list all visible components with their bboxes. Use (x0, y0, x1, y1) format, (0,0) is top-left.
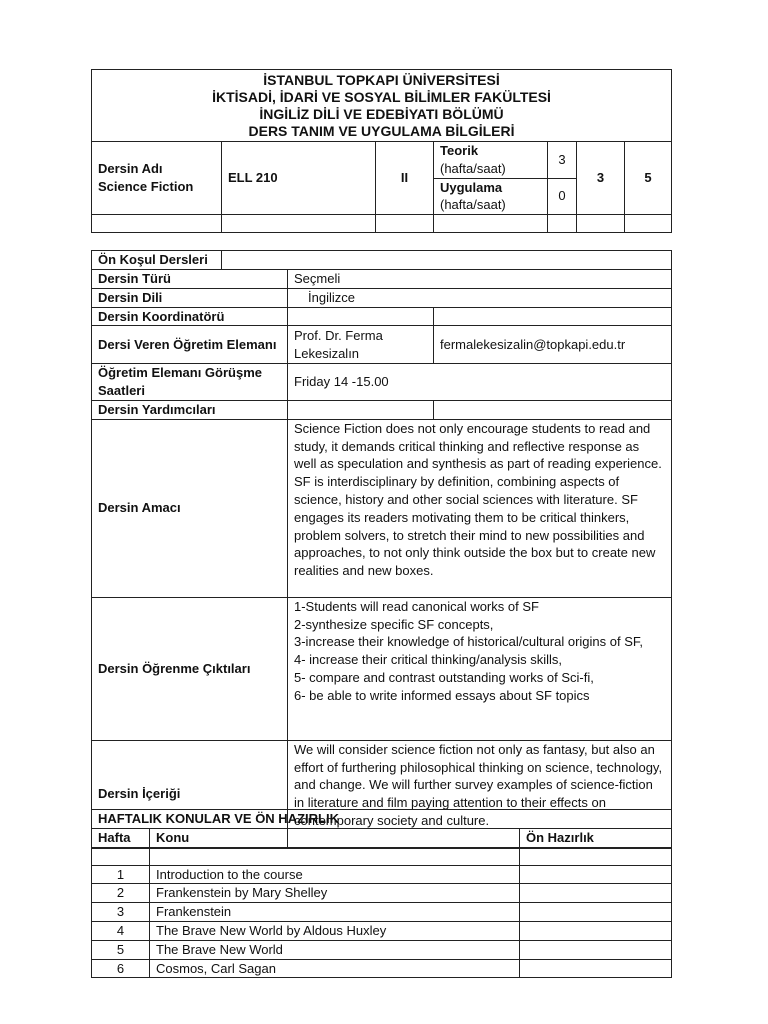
week-prep (520, 903, 672, 922)
practice-unit: (hafta/saat) (440, 197, 506, 213)
table-row (92, 940, 672, 959)
course-ects: 5 (625, 142, 672, 215)
course-language-label: Dersin Dili (92, 288, 288, 307)
department-name: İNGİLİZ DİLİ VE EDEBİYATI BÖLÜMÜ (259, 105, 504, 122)
course-content-text: We will consider science fiction not only as fantasy, but also an effort of furthering philosophical thinking on science, technology, and change. We will further survey examples of science-fiction in literature and film paying attention to their effects on contemporary society and culture. (288, 740, 672, 848)
week-topic: Frankenstein by Mary Shelley (150, 884, 520, 903)
document-title: DERS TANIM VE UYGULAMA BİLGİLERİ (248, 122, 515, 139)
table-row (92, 921, 672, 940)
week-topic: The Brave New World by Aldous Huxley (150, 921, 520, 940)
coordinator-extra (434, 307, 672, 326)
spacer-row (92, 233, 672, 251)
col-prep-header: Ön Hazırlık (520, 828, 672, 847)
assistants-value (288, 400, 434, 419)
office-hours-value: Friday 14 -15.00 (288, 364, 672, 401)
coordinator-value (288, 307, 434, 326)
col-week-header: Hafta (92, 828, 150, 847)
outcome-item: 2-synthesize specific SF concepts, (294, 616, 494, 632)
week-number: 3 (92, 903, 150, 922)
week-number: 6 (92, 959, 150, 978)
empty-cell (577, 215, 625, 233)
course-type-label: Dersin Türü (92, 269, 288, 288)
table-row (92, 959, 672, 978)
theory-unit: (hafta/saat) (440, 160, 506, 176)
weekly-title: HAFTALIK KONULAR VE ÖN HAZIRLIK (92, 810, 672, 829)
empty-cell (376, 215, 434, 233)
week-prep (520, 959, 672, 978)
empty-cell (434, 215, 548, 233)
course-content-label: Dersin İçeriği (92, 740, 288, 848)
practice-cell (434, 178, 548, 215)
empty-cell (222, 215, 376, 233)
week-topic: Cosmos, Carl Sagan (150, 959, 520, 978)
instructor-label: Dersi Veren Öğretim Elemanı (92, 326, 288, 364)
week-number: 4 (92, 921, 150, 940)
outcome-item: 4- increase their critical thinking/analysis skills, (294, 652, 563, 668)
week-topic: Frankenstein (150, 903, 520, 922)
course-credit: 3 (577, 142, 625, 215)
empty-cell (625, 215, 672, 233)
theory-label: Teorik (440, 143, 479, 158)
course-name: Science Fiction (98, 179, 194, 195)
course-aim-text: Science Fiction does not only encourage students to read and study, it demands critical thinking and reflective response as well as speculation and synthesis as part of reading experience. SF is interdisciplinary by definition, combining aspects of science, history and other social sciences with literature. SF engages its readers motivating them to be critical thinkers, problem solvers, to stretch their mind to new possibilities and approaches, to not only think outside the box but to create new realities and new boxes. (288, 419, 672, 597)
outcome-item: 3-increase their knowledge of historical/cultural origins of SF, (294, 634, 644, 650)
course-name-label: Dersin Adı (98, 161, 163, 177)
table-row (92, 865, 672, 884)
university-name: İSTANBUL TOPKAPI ÜNİVERSİTESİ (263, 71, 500, 88)
faculty-name: İKTİSADİ, İDARİ VE SOSYAL BİLİMLER FAKÜLTESİ (212, 88, 551, 105)
outcome-item: 1-Students will read canonical works of SF (294, 598, 539, 614)
col-topic-header: Konu (150, 828, 520, 847)
week-number: 5 (92, 940, 150, 959)
assistants-label: Dersin Yardımcıları (92, 400, 288, 419)
practice-hours: 0 (548, 178, 577, 215)
empty-cell (92, 847, 150, 865)
week-prep (520, 865, 672, 884)
course-language-value: İngilizce (288, 288, 672, 307)
learning-outcomes-label: Dersin Öğrenme Çıktıları (92, 597, 288, 740)
instructor-email: fermalekesizalin@topkapi.edu.tr (434, 326, 672, 364)
prereq-value (222, 251, 672, 270)
instructor-name: Prof. Dr. Ferma Lekesizalın (288, 326, 434, 364)
week-prep (520, 884, 672, 903)
week-topic: Introduction to the course (150, 865, 520, 884)
learning-outcomes-list (288, 597, 672, 740)
course-type-value: Seçmeli (288, 269, 672, 288)
week-prep (520, 921, 672, 940)
week-number: 2 (92, 884, 150, 903)
empty-cell (92, 215, 222, 233)
empty-cell (520, 847, 672, 865)
practice-label: Uygulama (440, 179, 503, 195)
course-code: ELL 210 (222, 142, 376, 215)
theory-hours: 3 (548, 142, 577, 179)
coordinator-label: Dersin Koordinatörü (92, 307, 288, 326)
table-row (92, 884, 672, 903)
course-aim-label: Dersin Amacı (92, 419, 288, 597)
week-topic: The Brave New World (150, 940, 520, 959)
empty-cell (548, 215, 577, 233)
course-info-table (91, 69, 672, 849)
office-hours-label: Öğretim Elemanı Görüşme Saatleri (92, 364, 288, 401)
empty-cell (150, 847, 520, 865)
theory-cell (434, 142, 548, 179)
week-number: 1 (92, 865, 150, 884)
weekly-topics-table (91, 809, 672, 978)
course-semester: II (376, 142, 434, 215)
table-row (92, 903, 672, 922)
outcome-item: 6- be able to write informed essays about SF topics (294, 687, 590, 703)
document-header (92, 70, 672, 142)
outcome-item: 5- compare and contrast outstanding works of Sci-fi, (294, 669, 594, 685)
week-prep (520, 940, 672, 959)
assistants-extra (434, 400, 672, 419)
course-name-cell (92, 142, 222, 215)
prereq-label: Ön Koşul Dersleri (92, 251, 222, 270)
